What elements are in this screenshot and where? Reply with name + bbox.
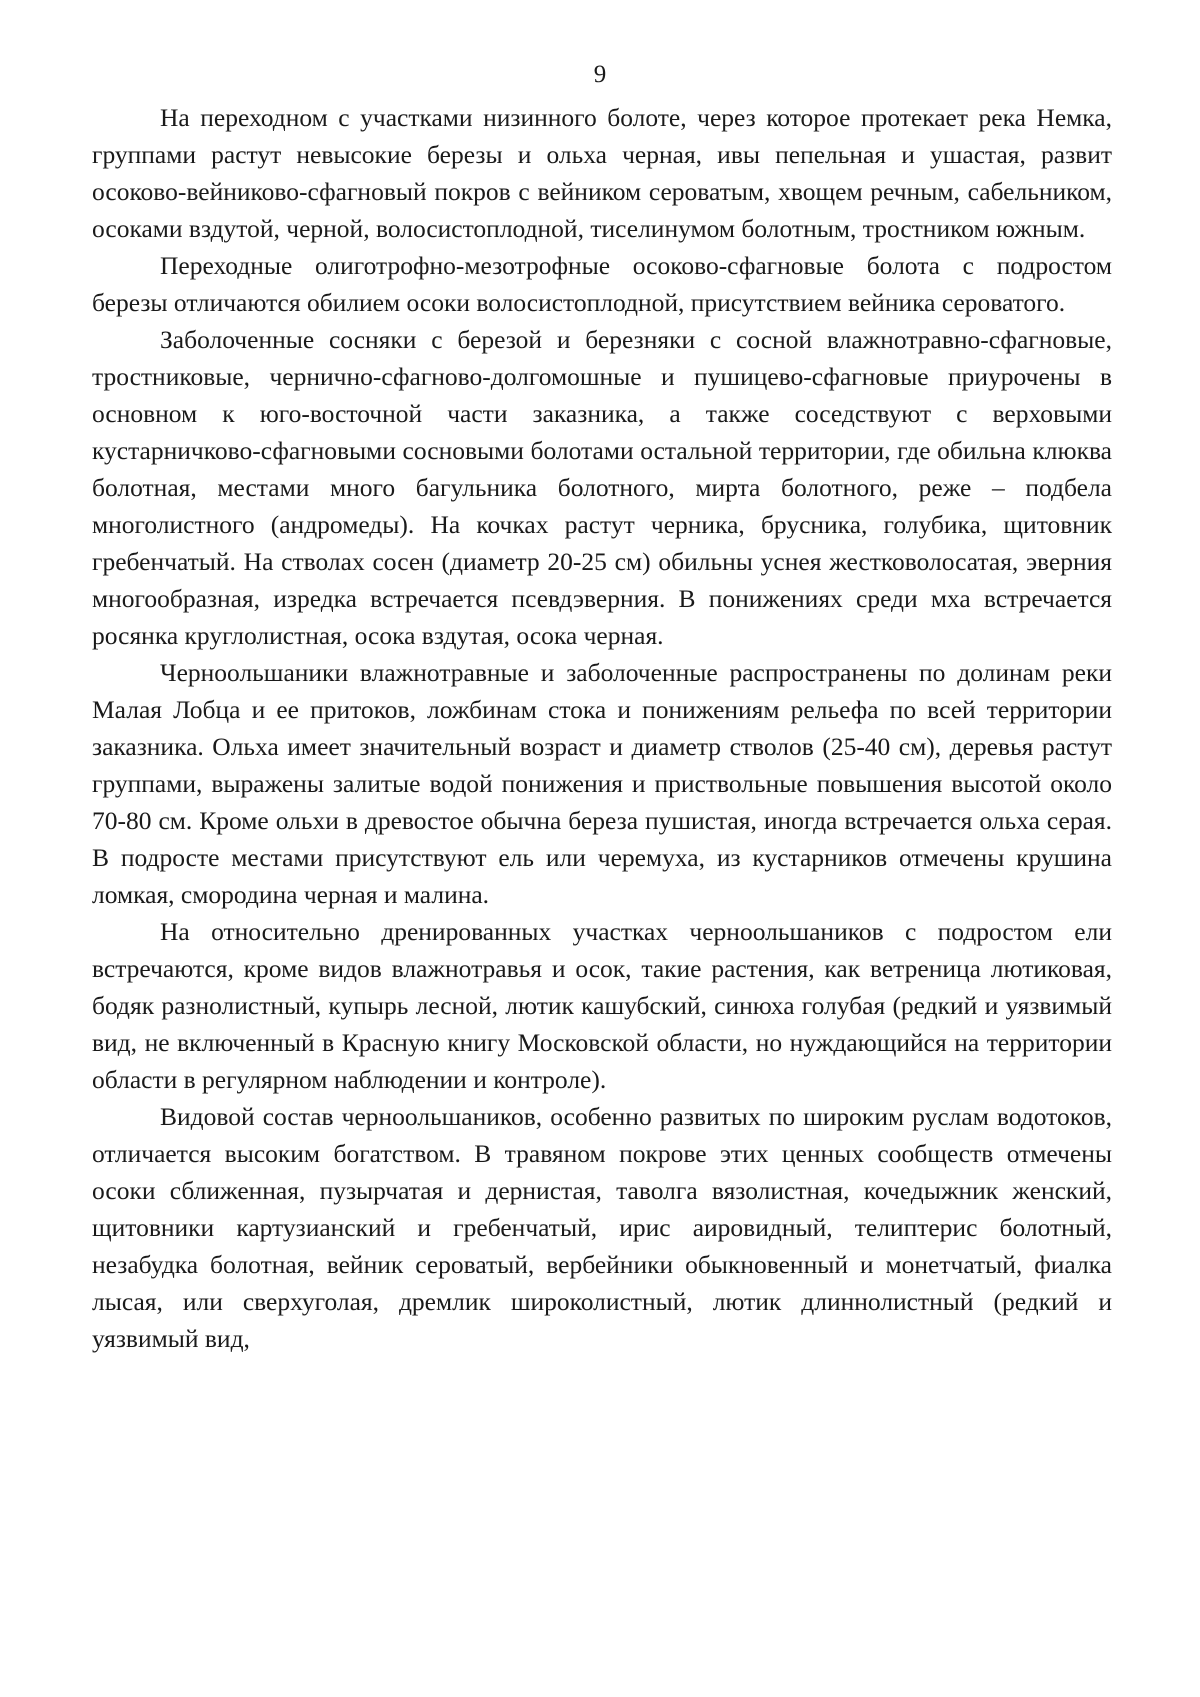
paragraph-species-composition: Видовой состав черноольшаников, особенно развитых по широким руслам водотоков, отличается высоким богатством. В травяном покрове этих ценных сообществ отмечены осоки сближенная, пузырчатая и дернистая, таволга вязолистная, кочедыжник женский, щитовники картузианский и гребенчатый, ирис аировидный, телиптерис болотный, незабудка болотная, вейник сероватый, вербейники обыкновенный и монетчатый, фиалка лысая, или сверхуголая, дремлик широколистный, лютик длиннолистный (редкий и уязвимый вид,	[92, 1102, 1112, 1353]
paragraph-black-alder-forests: Черноольшаники влажнотравные и заболоченные распространены по долинам реки Малая Лобца и ее притоков, ложбинам стока и понижениям рельефа по всей территории заказника. Ольха имеет значительный возраст и диаметр стволов (25-40 см), деревья растут группами, выражены залитые водой понижения и приствольные повышения высотой около 70-80 см. Кроме ольхи в древостое обычна береза пушистая, иногда встречается ольха серая. В подросте местами присутствуют ель или черемуха, из кустарников отмечены крушина ломкая, смородина черная и малина.	[92, 658, 1112, 909]
paragraph-swampy-pine-forests: Заболоченные сосняки с березой и березняки с сосной влажнотравно-сфагновые, тростниковые, чернично-сфагново-долгомошные и пушицево-сфагновые приурочены в основном к юго-восточной части заказника, а также соседствуют с верховыми кустарничково-сфагновыми сосновыми болотами остальной территории, где обильна клюква болотная, местами много багульника болотного, мирта болотного, реже – подбела многолистного (андромеды). На кочках растут черника, брусника, голубика, щитовник гребенчатый. На стволах сосен (диаметр 20-25 см) обильны уснея жестковолосатая, эверния многообразная, изредка встречается псевдэверния. В понижениях среди мха встречается росянка круглолистная, осока вздутая, осока черная.	[92, 325, 1112, 650]
paragraph-oligotrophic-bogs: Переходные олиготрофно-мезотрофные осоково-сфагновые болота с подростом березы отличаются обилием осоки волосистоплодной, присутствием вейника сероватого.	[92, 251, 1112, 317]
paragraph-transitional-bog: На переходном с участками низинного болоте, через которое протекает река Немка, группами растут невысокие березы и ольха черная, ивы пепельная и ушастая, развит осоково-вейниково-сфагновый покров с вейником сероватым, хвощем речным, сабельником, осоками вздутой, черной, волосистоплодной, тиселинумом болотным, тростником южным.	[92, 103, 1112, 243]
paragraph-drained-alder-sites: На относительно дренированных участках черноольшаников с подростом ели встречаются, кроме видов влажнотравья и осок, такие растения, как ветреница лютиковая, бодяк разнолистный, купырь лесной, лютик кашубский, синюха голубая (редкий и уязвимый вид, не включенный в Красную книгу Московской области, но нуждающийся на территории области в регулярном наблюдении и контроле).	[92, 917, 1112, 1094]
page-number: 9	[593, 61, 607, 88]
body-text	[92, 99, 1112, 1357]
